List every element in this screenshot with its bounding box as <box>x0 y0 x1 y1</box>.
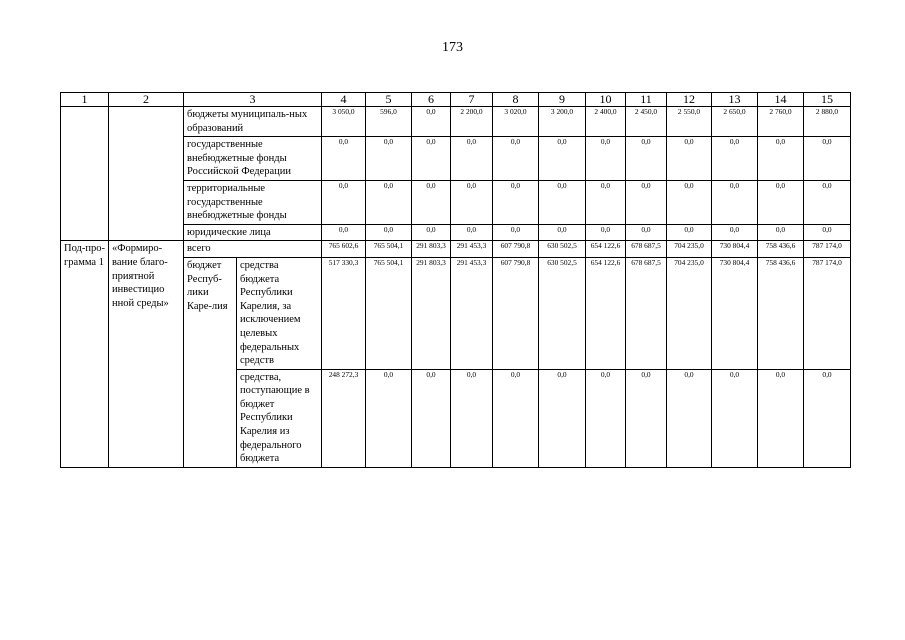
value-cell: 596,0 <box>366 107 412 137</box>
value-cell: 291 803,3 <box>412 241 451 258</box>
value-cell: 704 235,0 <box>667 257 712 369</box>
value-cell: 758 436,6 <box>758 257 804 369</box>
value-cell: 248 272,3 <box>322 369 366 467</box>
value-cell: 0,0 <box>758 180 804 224</box>
value-cell: 0,0 <box>539 137 586 181</box>
value-cell: 0,0 <box>804 369 851 467</box>
header-cell: 8 <box>493 93 539 107</box>
header-row <box>61 93 851 107</box>
header-cell: 5 <box>366 93 412 107</box>
value-cell: 0,0 <box>366 224 412 241</box>
value-cell: 3 200,0 <box>539 107 586 137</box>
value-cell: 0,0 <box>412 107 451 137</box>
value-cell: 0,0 <box>667 369 712 467</box>
value-cell: 0,0 <box>451 180 493 224</box>
value-cell: 0,0 <box>626 369 667 467</box>
value-cell: 0,0 <box>493 224 539 241</box>
value-cell: 0,0 <box>493 137 539 181</box>
value-cell: 0,0 <box>804 180 851 224</box>
value-cell: 607 790,8 <box>493 257 539 369</box>
value-cell: 291 803,3 <box>412 257 451 369</box>
value-cell: 0,0 <box>626 224 667 241</box>
value-cell: 787 174,0 <box>804 257 851 369</box>
header-cell: 10 <box>586 93 626 107</box>
value-cell: 0,0 <box>451 224 493 241</box>
value-cell: 0,0 <box>712 224 758 241</box>
row-label: юридические лица <box>184 224 322 241</box>
value-cell: 0,0 <box>586 180 626 224</box>
value-cell: 0,0 <box>804 224 851 241</box>
header-cell: 11 <box>626 93 667 107</box>
header-cell: 9 <box>539 93 586 107</box>
subprogram-code: Под-про-грамма 1 <box>61 241 109 468</box>
header-cell: 7 <box>451 93 493 107</box>
value-cell: 758 436,6 <box>758 241 804 258</box>
value-cell: 0,0 <box>493 180 539 224</box>
value-cell: 2 880,0 <box>804 107 851 137</box>
value-cell: 291 453,3 <box>451 257 493 369</box>
empty-cell <box>61 107 109 241</box>
value-cell: 0,0 <box>322 180 366 224</box>
header-cell: 2 <box>109 93 184 107</box>
row-label: средства бюджета Республики Карелия, за исключением целевых федеральных средств <box>237 257 322 369</box>
value-cell: 0,0 <box>804 137 851 181</box>
value-cell: 2 650,0 <box>712 107 758 137</box>
value-cell: 0,0 <box>412 224 451 241</box>
header-cell: 12 <box>667 93 712 107</box>
budget-label: бюджет Респуб-лики Каре-лия <box>184 257 237 467</box>
table-row <box>61 241 851 258</box>
value-cell: 0,0 <box>667 224 712 241</box>
subprogram-name: «Формиро-вание благо-приятной инвестицио нной среды» <box>109 241 184 468</box>
value-cell: 0,0 <box>667 137 712 181</box>
value-cell: 730 804,4 <box>712 257 758 369</box>
value-cell: 2 760,0 <box>758 107 804 137</box>
header-cell: 1 <box>61 93 109 107</box>
value-cell: 0,0 <box>322 224 366 241</box>
value-cell: 2 400,0 <box>586 107 626 137</box>
value-cell: 0,0 <box>412 180 451 224</box>
value-cell: 765 504,1 <box>366 257 412 369</box>
row-label: средства, поступающие в бюджет Республики Карелия из федерального бюджета <box>237 369 322 467</box>
value-cell: 517 330,3 <box>322 257 366 369</box>
value-cell: 0,0 <box>493 369 539 467</box>
header-cell: 3 <box>184 93 322 107</box>
header-cell: 15 <box>804 93 851 107</box>
value-cell: 0,0 <box>412 137 451 181</box>
value-cell: 0,0 <box>758 224 804 241</box>
value-cell: 0,0 <box>758 137 804 181</box>
value-cell: 0,0 <box>626 137 667 181</box>
value-cell: 0,0 <box>586 137 626 181</box>
value-cell: 0,0 <box>586 224 626 241</box>
value-cell: 0,0 <box>366 137 412 181</box>
header-cell: 14 <box>758 93 804 107</box>
value-cell: 630 502,5 <box>539 241 586 258</box>
value-cell: 0,0 <box>626 180 667 224</box>
value-cell: 0,0 <box>366 369 412 467</box>
value-cell: 678 687,5 <box>626 257 667 369</box>
value-cell: 0,0 <box>712 137 758 181</box>
value-cell: 3 050,0 <box>322 107 366 137</box>
value-cell: 2 200,0 <box>451 107 493 137</box>
value-cell: 0,0 <box>667 180 712 224</box>
value-cell: 0,0 <box>322 137 366 181</box>
value-cell: 0,0 <box>412 369 451 467</box>
header-cell: 13 <box>712 93 758 107</box>
value-cell: 0,0 <box>712 369 758 467</box>
header-cell: 4 <box>322 93 366 107</box>
value-cell: 630 502,5 <box>539 257 586 369</box>
value-cell: 607 790,8 <box>493 241 539 258</box>
value-cell: 654 122,6 <box>586 257 626 369</box>
row-label: всего <box>184 241 322 258</box>
budget-table <box>60 92 851 468</box>
row-label: государственные внебюджетные фонды Российской Федерации <box>184 137 322 181</box>
value-cell: 0,0 <box>451 137 493 181</box>
value-cell: 2 550,0 <box>667 107 712 137</box>
value-cell: 0,0 <box>712 180 758 224</box>
empty-cell <box>109 107 184 241</box>
value-cell: 704 235,0 <box>667 241 712 258</box>
value-cell: 0,0 <box>586 369 626 467</box>
value-cell: 654 122,6 <box>586 241 626 258</box>
value-cell: 0,0 <box>539 180 586 224</box>
value-cell: 0,0 <box>451 369 493 467</box>
header-cell: 6 <box>412 93 451 107</box>
value-cell: 0,0 <box>539 369 586 467</box>
value-cell: 2 450,0 <box>626 107 667 137</box>
table-row <box>61 107 851 137</box>
value-cell: 730 804,4 <box>712 241 758 258</box>
row-label: бюджеты муниципаль-ных образований <box>184 107 322 137</box>
page-number: 173 <box>442 40 463 55</box>
value-cell: 3 020,0 <box>493 107 539 137</box>
row-label: территориальные государственные внебюджетные фонды <box>184 180 322 224</box>
value-cell: 291 453,3 <box>451 241 493 258</box>
value-cell: 787 174,0 <box>804 241 851 258</box>
value-cell: 0,0 <box>539 224 586 241</box>
value-cell: 0,0 <box>366 180 412 224</box>
value-cell: 0,0 <box>758 369 804 467</box>
value-cell: 765 602,6 <box>322 241 366 258</box>
value-cell: 678 687,5 <box>626 241 667 258</box>
value-cell: 765 504,1 <box>366 241 412 258</box>
